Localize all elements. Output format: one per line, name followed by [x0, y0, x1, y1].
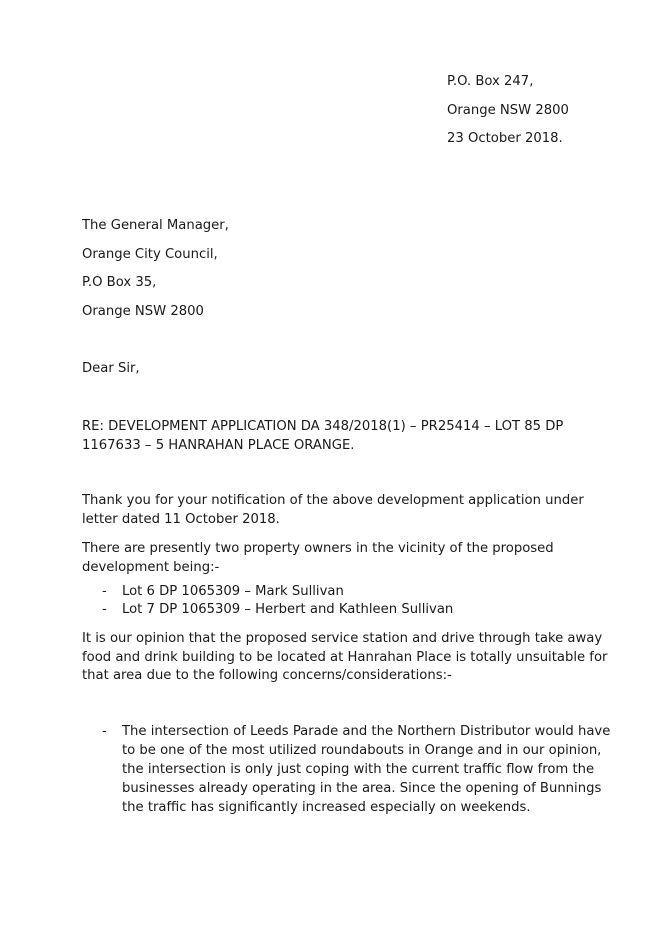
addressee-line-4: Orange NSW 2800	[82, 304, 204, 319]
list-dash: -	[102, 724, 107, 739]
opinion-line-1: It is our opinion that the proposed service station and drive through take away	[82, 631, 603, 646]
subject-line-1: RE: DEVELOPMENT APPLICATION DA 348/2018(1) – PR25414 – LOT 85 DP	[82, 419, 564, 434]
concern-line-5: the traffic has significantly increased especially on weekends.	[122, 800, 531, 815]
subject-line-2: 1167633 – 5 HANRAHAN PLACE ORANGE.	[82, 437, 355, 453]
salutation: Dear Sir,	[82, 361, 140, 376]
sender-address-line-1: P.O. Box 247,	[447, 74, 534, 89]
intro-paragraph	[82, 492, 584, 529]
list-dash: -	[102, 584, 107, 599]
concern-line-1: The intersection of Leeds Parade and the Northern Distributor would have	[122, 724, 611, 739]
owners-intro-line-1: There are presently two property owners in the vicinity of the proposed	[82, 541, 554, 556]
owner-text: Lot 7 DP 1065309 – Herbert and Kathleen Sullivan	[122, 602, 454, 617]
opinion-line-3: that area due to the following concerns/considerations:-	[82, 668, 452, 683]
owner-list-item	[102, 584, 344, 599]
addressee-line-3: P.O Box 35,	[82, 275, 157, 290]
addressee-line-1: The General Manager,	[82, 218, 229, 233]
concern-line-2: to be one of the most utilized roundabouts in Orange and in our opinion,	[122, 743, 602, 758]
concern-line-4: businesses already operating in the area. Since the opening of Bunnings	[122, 781, 602, 796]
owner-text: Lot 6 DP 1065309 – Mark Sullivan	[122, 584, 344, 599]
sender-address-line-2: Orange NSW 2800	[447, 103, 569, 118]
opinion-paragraph	[82, 630, 608, 686]
subject-heading	[82, 418, 562, 455]
list-dash: -	[102, 602, 107, 617]
owner-list-item	[102, 602, 453, 617]
opinion-line-2: food and drink building to be located at Hanrahan Place is totally unsuitable for	[82, 649, 608, 665]
owners-intro-line-2: development being:-	[82, 559, 220, 575]
letter-date: 23 October 2018.	[447, 131, 563, 146]
concern-text	[122, 722, 610, 817]
owners-intro-paragraph	[82, 540, 562, 577]
addressee-line-2: Orange City Council,	[82, 247, 218, 262]
concern-line-3: the intersection is only just coping with the current traffic flow from the	[122, 762, 595, 777]
intro-line-2: letter dated 11 October 2018.	[82, 511, 280, 527]
intro-line-1: Thank you for your notification of the above development application under	[82, 493, 584, 508]
